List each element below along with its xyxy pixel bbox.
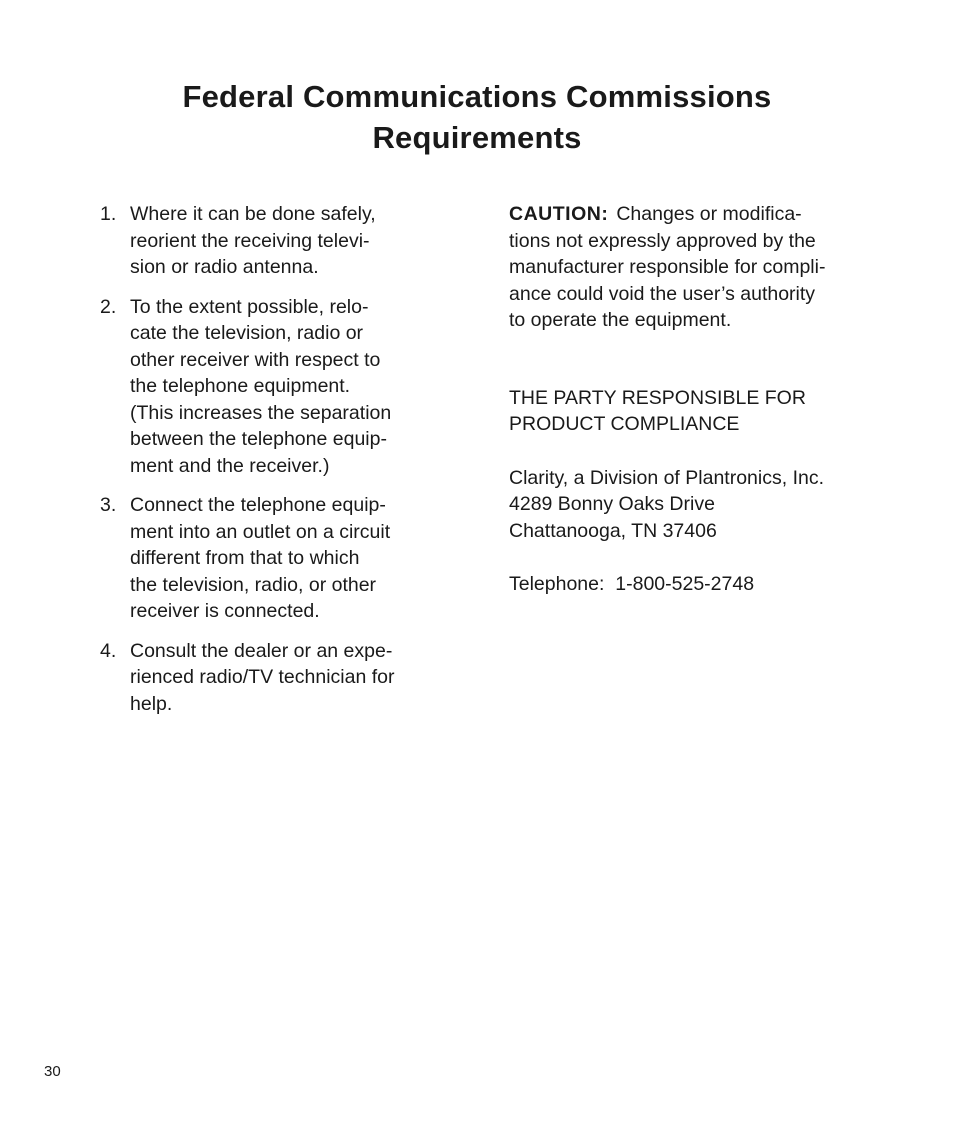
instructions-list <box>100 201 430 717</box>
list-item <box>100 294 430 480</box>
text-line: Where it can be done safely, <box>130 203 376 225</box>
list-item <box>100 638 430 718</box>
page-title-line-1: Federal Communications Commissions <box>182 79 772 114</box>
caution-notice <box>509 201 869 334</box>
text-line: cate the television, radio or <box>130 322 364 344</box>
compliance-column <box>509 201 869 598</box>
text-line: sion or radio antenna. <box>130 256 319 278</box>
list-item-text <box>130 492 430 625</box>
telephone-line <box>509 571 869 598</box>
telephone-label: Telephone: <box>509 573 605 595</box>
list-item-number: 4. <box>100 639 117 662</box>
text-line: ment and the receiver.) <box>130 454 330 477</box>
telephone-number: 1-800-525-2748 <box>615 573 755 595</box>
list-item-number: 2. <box>100 295 117 318</box>
text-line: different from that to which <box>130 547 360 569</box>
list-item-text <box>130 201 430 281</box>
text-line: other receiver with respect to <box>130 348 381 371</box>
text-line: THE PARTY RESPONSIBLE FOR <box>509 386 806 409</box>
list-item <box>100 492 430 625</box>
caution-label: CAUTION: <box>509 203 609 225</box>
page-number: 30 <box>44 1063 61 1080</box>
text-line: between the telephone equip- <box>130 428 387 450</box>
text-line: reorient the receiving televi- <box>130 229 370 252</box>
company-name: Clarity, a Division of Plantronics, Inc. <box>509 466 824 489</box>
text-line: ance could void the user’s authority <box>509 282 816 305</box>
list-item-number: 3. <box>100 494 117 516</box>
text-line: PRODUCT COMPLIANCE <box>509 413 740 435</box>
list-item-text <box>130 294 430 480</box>
text-line: tions not expressly approved by the <box>509 229 816 252</box>
page-title-line-2: Requirements <box>372 120 582 155</box>
company-address <box>509 465 869 545</box>
text-line: manufacturer responsible for compli- <box>509 256 826 278</box>
text-line: help. <box>130 692 173 715</box>
responsible-party-heading <box>509 385 869 438</box>
text-line: Connect the telephone equip- <box>130 494 386 516</box>
text-line: the television, radio, or other <box>130 573 377 596</box>
text-line: ment into an outlet on a circuit <box>130 520 391 543</box>
page-title <box>0 76 954 158</box>
city-state-zip: Chattanooga, TN 37406 <box>509 519 717 542</box>
text-line: Consult the dealer or an expe- <box>130 639 393 662</box>
text-line: to operate the equipment. <box>509 309 732 331</box>
list-item <box>100 201 430 281</box>
list-item-number: 1. <box>100 203 117 225</box>
text-line: (This increases the separation <box>130 401 392 424</box>
text-line: To the extent possible, relo- <box>130 295 369 318</box>
text-line: rienced radio/TV technician for <box>130 666 395 688</box>
list-item-text <box>130 638 430 718</box>
street-address: 4289 Bonny Oaks Drive <box>509 493 715 515</box>
instructions-column <box>100 201 430 730</box>
text-line: Changes or modifica- <box>616 203 802 225</box>
text-line: receiver is connected. <box>130 600 320 622</box>
text-line: the telephone equipment. <box>130 375 351 397</box>
